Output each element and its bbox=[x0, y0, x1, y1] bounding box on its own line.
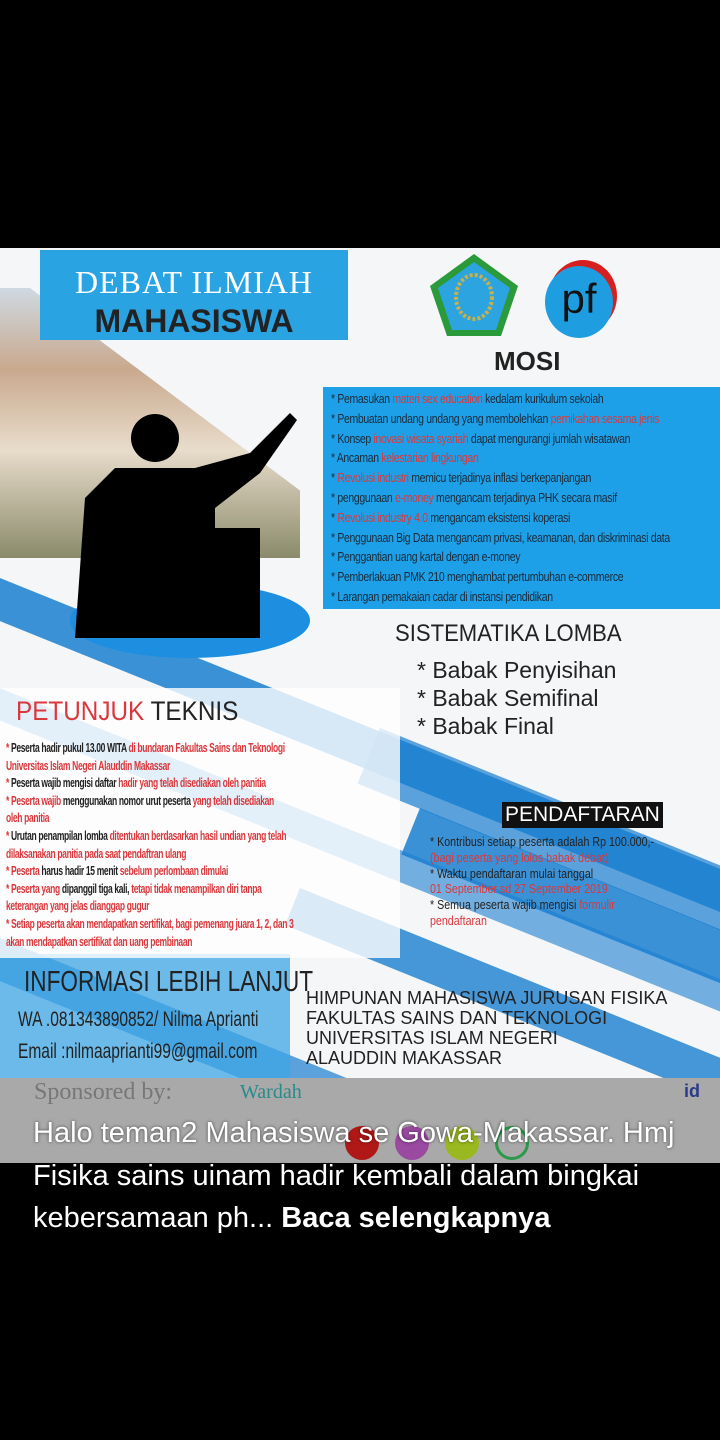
text-segment: * Pembuatan undang undang yang membolehkan bbox=[331, 411, 551, 426]
info-whatsapp: WA .081343890852/ Nilma Aprianti bbox=[18, 1008, 259, 1031]
organizer-line: HIMPUNAN MAHASISWA JURUSAN FISIKA bbox=[306, 988, 668, 1008]
pendaftaran-item bbox=[430, 866, 654, 882]
mosi-item bbox=[331, 568, 658, 588]
mosi-item bbox=[331, 390, 658, 410]
logo-text: pf bbox=[545, 266, 613, 338]
title-line-2: MAHASISWA bbox=[94, 303, 294, 339]
highlight-text: 01 September sd 27 September 2019 bbox=[430, 881, 608, 897]
text-segment: * Ancaman bbox=[331, 451, 382, 466]
petunjuk-item bbox=[6, 934, 271, 952]
pendaftaran-item bbox=[430, 881, 654, 897]
petunjuk-heading-dark: TEKNIS bbox=[144, 696, 239, 726]
sistematika-heading: SISTEMATIKA LOMBA bbox=[395, 620, 622, 647]
mosi-item bbox=[331, 489, 658, 509]
highlight-text: hadir yang telah disediakan oleh panitia bbox=[118, 776, 266, 791]
organizer-line: FAKULTAS SAINS DAN TEKNOLOGI bbox=[306, 1008, 608, 1028]
speaker-silhouette-icon bbox=[75, 408, 305, 638]
university-emblem-logo bbox=[428, 252, 520, 338]
highlight-text: Revolusi industri bbox=[337, 471, 409, 486]
sistematika-item: * Babak Final bbox=[417, 713, 554, 739]
mosi-item bbox=[331, 588, 658, 608]
mosi-item bbox=[331, 430, 658, 450]
text-segment: mengancam eksistensi koperasi bbox=[427, 510, 571, 525]
petunjuk-item bbox=[6, 916, 294, 934]
highlight-text: ditentukan berdasarkan hasil undian yang telah bbox=[109, 828, 287, 843]
mosi-item bbox=[331, 509, 658, 529]
text-segment: * Kontribusi setiap peserta adalah Rp 100.000,- bbox=[430, 834, 655, 849]
text-segment: * Pemberlakuan PMK 210 menghambat pertumbuhan e-commerce bbox=[331, 570, 624, 585]
text-segment: * bbox=[331, 510, 338, 525]
petunjuk-item bbox=[6, 898, 271, 916]
petunjuk-item bbox=[6, 881, 271, 899]
highlight-text: (bagi peserta yang lolos babak debat) bbox=[430, 849, 609, 865]
text-segment: * Larangan pemakaian cadar di instansi pendidikan bbox=[331, 589, 553, 604]
text-segment: dapat mengurangi jumlah wisatawan bbox=[468, 431, 631, 446]
sistematika-item: * Babak Penyisihan bbox=[417, 657, 617, 683]
text-segment: mengancam terjadinya PHK secara masif bbox=[433, 490, 617, 505]
highlight-text: yang telah disediakan bbox=[192, 793, 274, 808]
mosi-item bbox=[331, 410, 658, 430]
highlight-text: pernikahan sesama jenis bbox=[550, 411, 660, 426]
text-segment: * Waktu pendaftaran mulai tanggal bbox=[430, 865, 594, 881]
petunjuk-item bbox=[6, 740, 285, 758]
highlight-text: * bbox=[6, 828, 11, 843]
highlight-text: materi sex education bbox=[392, 392, 483, 406]
highlight-text: Universitas Islam Negeri Alauddin Makassar bbox=[6, 758, 170, 773]
highlight-text: kelestarian lingkungan bbox=[381, 451, 479, 466]
text-segment: Peserta wajib mengisi daftar bbox=[10, 776, 119, 791]
mosi-heading: MOSI bbox=[494, 346, 561, 376]
petunjuk-item bbox=[6, 828, 287, 846]
mosi-item bbox=[331, 469, 658, 489]
text-segment: * Penggunaan Big Data mengancam privasi, keamanan, dan diskriminasi data bbox=[331, 530, 670, 545]
highlight-text: * Peserta bbox=[6, 864, 42, 879]
text-segment: * Semua peserta wajib mengisi bbox=[430, 897, 580, 913]
text-segment: * bbox=[331, 471, 338, 486]
title-line-1: DEBAT ILMIAH bbox=[74, 264, 314, 300]
sistematika-item: * Babak Semifinal bbox=[417, 685, 599, 711]
highlight-text: inovasi wisata syariah bbox=[373, 431, 469, 446]
highlight-text: akan mendapatkan sertifikat dan uang pembinaan bbox=[6, 934, 193, 949]
highlight-text: oleh panitia bbox=[6, 811, 50, 826]
pendaftaran-item bbox=[430, 897, 654, 913]
event-poster-image[interactable] bbox=[0, 248, 720, 1078]
highlight-text: pendaftaran bbox=[430, 912, 487, 928]
text-segment: * Pemasukan bbox=[331, 392, 393, 406]
text-segment: memicu terjadinya inflasi berkepanjangan bbox=[408, 471, 592, 486]
mosi-item bbox=[331, 529, 670, 549]
petunjuk-item bbox=[6, 846, 271, 864]
pendaftaran-item bbox=[430, 834, 654, 850]
highlight-text: Revolusi industry 4.0 bbox=[337, 510, 428, 525]
text-segment: Peserta hadir pukul 13.00 WITA bbox=[10, 741, 129, 755]
highlight-text: sebelum perlombaan dimulai bbox=[119, 864, 229, 879]
text-segment: kedalam kurikulum sekolah bbox=[482, 392, 604, 406]
pendaftaran-heading: PENDAFTARAN bbox=[502, 802, 663, 828]
text-segment: menggunakan nomor urut peserta bbox=[62, 793, 193, 808]
read-more-link[interactable]: Baca selengkapnya bbox=[281, 1202, 551, 1234]
text-segment: harus hadir 15 menit bbox=[41, 864, 120, 879]
post-caption bbox=[33, 1112, 713, 1240]
event-title bbox=[40, 250, 348, 340]
sponsor-id-logo: id bbox=[684, 1081, 700, 1101]
caption-text: Halo teman2 Mahasiswa se Gowa-Makassar. Hmj Fisika sains uinam hadir kembali dalam bingkai kebersamaan ph... bbox=[33, 1117, 675, 1234]
highlight-text: * bbox=[6, 741, 11, 755]
text-segment: Urutan penampilan lomba bbox=[10, 828, 110, 843]
organizer-line: UNIVERSITAS ISLAM NEGERI bbox=[306, 1028, 558, 1048]
pendaftaran-item bbox=[430, 913, 654, 929]
info-email: Email :nilmaaprianti99@gmail.com bbox=[18, 1040, 258, 1063]
petunjuk-item bbox=[6, 758, 271, 776]
sistematika-list bbox=[417, 656, 616, 740]
petunjuk-heading-red: PETUNJUK bbox=[16, 696, 145, 726]
text-segment: * penggunaan bbox=[331, 490, 395, 505]
mosi-list bbox=[323, 387, 720, 609]
text-segment: dipanggil tiga kali, bbox=[61, 881, 132, 896]
organizer-block bbox=[306, 988, 667, 1068]
highlight-text: * Peserta wajib bbox=[6, 793, 63, 808]
sponsor-label: Sponsored by: bbox=[34, 1079, 172, 1105]
highlight-text: * bbox=[6, 776, 11, 791]
petunjuk-list bbox=[6, 740, 396, 951]
sponsor-wardah-logo: Wardah bbox=[240, 1081, 302, 1103]
petunjuk-heading bbox=[16, 696, 238, 727]
mosi-item bbox=[331, 449, 658, 469]
highlight-text: * Peserta yang bbox=[6, 881, 62, 896]
highlight-text: * Setiap peserta akan mendapatkan sertifikat, bagi pemenang juara 1, 2, dan 3 bbox=[6, 916, 294, 931]
highlight-text: keterangan yang jelas dianggap gugur bbox=[6, 899, 150, 914]
highlight-text: formulir bbox=[579, 897, 615, 913]
petunjuk-item bbox=[6, 810, 271, 828]
organizer-line: ALAUDDIN MAKASSAR bbox=[306, 1048, 503, 1068]
highlight-text: dilaksanakan panitia pada saat pendaftran ulang bbox=[6, 846, 187, 861]
pendaftaran-list bbox=[430, 834, 703, 929]
petunjuk-item bbox=[6, 793, 274, 811]
info-heading: INFORMASI LEBIH LANJUT bbox=[24, 966, 314, 998]
mosi-item bbox=[331, 548, 658, 568]
highlight-text: e-money bbox=[394, 490, 434, 505]
highlight-text: di bundaran Fakultas Sains dan Teknologi bbox=[128, 741, 285, 755]
text-segment: * Konsep bbox=[331, 431, 374, 446]
petunjuk-item bbox=[6, 775, 271, 793]
text-segment: * Penggantian uang kartal dengan e-money bbox=[331, 550, 521, 565]
highlight-text: tetapi tidak menampilkan diri tanpa bbox=[131, 881, 262, 896]
pendaftaran-item bbox=[430, 850, 654, 866]
physics-association-logo bbox=[545, 260, 617, 338]
petunjuk-item bbox=[6, 863, 271, 881]
